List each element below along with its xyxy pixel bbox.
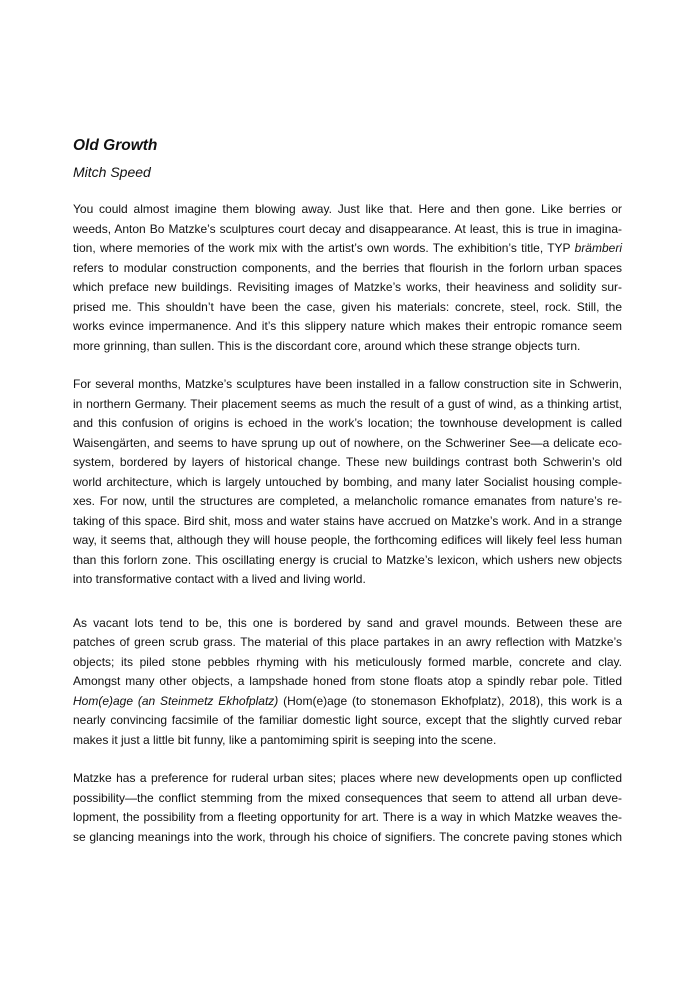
text-run: patches of green scrub grass. The material of this place partakes in an awry reflection with Matzke’s — [73, 635, 622, 649]
text-run: objects; its piled stone pebbles rhyming with his meticulously formed marble, concrete and clay. — [73, 654, 622, 669]
text-line — [73, 298, 622, 318]
text-line — [73, 492, 622, 512]
text-run: which preface new buildings. Revisiting images of Matzke’s works, their heaviness and solidity sur- — [73, 280, 622, 294]
text-line — [73, 337, 622, 357]
document-page — [73, 136, 622, 847]
italic-text: Hom(e)age (an Steinmetz Ekhofplatz) — [73, 693, 279, 708]
text-run: world architecture, which is largely untouched by bombing, and many later Socialist housing comple- — [73, 474, 622, 489]
text-run: You could almost imagine them blowing away. Just like that. Here and then gone. Like berries or — [73, 202, 622, 216]
text-run: Matzke has a preference for ruderal urban sites; places where new developments open up conflicted — [73, 771, 622, 785]
text-run: possibility—the conflict stemming from the mixed consequences that seem to attend all urban deve- — [73, 790, 622, 805]
text-line — [73, 512, 622, 532]
text-run: way, it seems that, although they will house people, the forthcoming edifices will likely feel less human — [73, 533, 622, 547]
text-line — [73, 828, 622, 848]
text-run: works evince impermanence. And it’s this slippery nature which makes their entropic romance seem — [73, 319, 622, 333]
text-line — [73, 531, 622, 551]
paragraph — [73, 614, 622, 751]
text-run: system, bordered by layers of historical change. These new buildings contrast both Schwerin’s old — [73, 455, 622, 469]
text-run: prised me. This shouldn’t have been the case, given his materials: concrete, steel, rock. Still, the — [73, 299, 622, 314]
text-run: makes it just a little bit funny, like a pantomiming spirit is seeping into the scene. — [73, 732, 497, 747]
text-line — [73, 434, 622, 454]
text-line — [73, 395, 622, 415]
text-run: more grinning, than sullen. This is the discordant core, around which these strange objects turn. — [73, 338, 581, 353]
text-line — [73, 551, 622, 571]
text-line — [73, 317, 622, 337]
text-run: and this confusion of origins is echoed in the work’s location; the townhouse development is called — [73, 416, 622, 430]
text-line — [73, 220, 622, 240]
text-run: Waisengärten, and seems to have sprung up out of nowhere, on the Schweriner See—a delicate eco- — [73, 435, 622, 450]
paragraph — [73, 375, 622, 590]
text-run: Amongst many other objects, a lampshade honed from stone floats atop a spindly rebar pole. Titled — [73, 674, 622, 688]
paragraph — [73, 200, 622, 356]
text-run: in northern Germany. Their placement seems as much the result of a gust of wind, as a thinking artist, — [73, 396, 622, 411]
text-line — [73, 414, 622, 434]
text-line — [73, 453, 622, 473]
text-line — [73, 653, 622, 673]
text-line — [73, 614, 622, 634]
text-line — [73, 278, 622, 298]
text-line — [73, 473, 622, 493]
text-line — [73, 711, 622, 731]
text-run: into transformative contact with a lived and living world. — [73, 572, 366, 586]
text-run: weeds, Anton Bo Matzke’s sculptures court decay and disappearance. At least, this is true in imagina- — [73, 221, 622, 236]
text-run: than this forlorn zone. This oscillating energy is crucial to Matzke’s lexicon, which ushers new objects — [73, 552, 622, 567]
text-line — [73, 731, 622, 751]
text-line — [73, 808, 622, 828]
text-run: As vacant lots tend to be, this one is bordered by sand and gravel mounds. Between these are — [73, 615, 622, 630]
text-run: refers to modular construction components, and the berries that flourish in the forlorn urban spaces — [73, 260, 622, 275]
italic-text: brämberi — [574, 241, 622, 255]
text-run: lopment, the possibility from a fleeting opportunity for art. There is a way in which Matzke weaves the- — [73, 810, 622, 824]
text-line — [73, 239, 622, 259]
text-line — [73, 789, 622, 809]
text-line — [73, 692, 622, 712]
paragraph — [73, 769, 622, 847]
text-run: tion, where memories of the work mix with the artist’s own words. The exhibition’s title, TYP — [73, 241, 575, 255]
text-line — [73, 769, 622, 789]
text-run: nearly convincing facsimile of the familiar domestic light source, except that the slightly curved rebar — [73, 713, 622, 727]
text-run: se glancing meanings into the work, through his choice of signifiers. The concrete paving stones which — [73, 829, 622, 844]
text-line — [73, 259, 622, 279]
article-title: Old Growth — [73, 137, 158, 154]
text-run: taking of this space. Bird shit, moss and water stains have accrued on Matzke’s work. And in a strange — [73, 513, 622, 528]
text-run: xes. For now, until the structures are completed, a melancholic romance emanates from nature’s re- — [73, 494, 622, 508]
text-run: (Hom(e)age (to stonemason Ekhofplatz), 2018), this work is a — [278, 693, 622, 708]
text-line — [73, 672, 622, 692]
article-author: Mitch Speed — [73, 164, 151, 180]
text-line — [73, 200, 622, 220]
text-line — [73, 570, 622, 590]
text-line — [73, 633, 622, 653]
text-line — [73, 375, 622, 395]
text-run: For several months, Matzke’s sculptures have been installed in a fallow construction site in Schwerin, — [73, 377, 622, 391]
